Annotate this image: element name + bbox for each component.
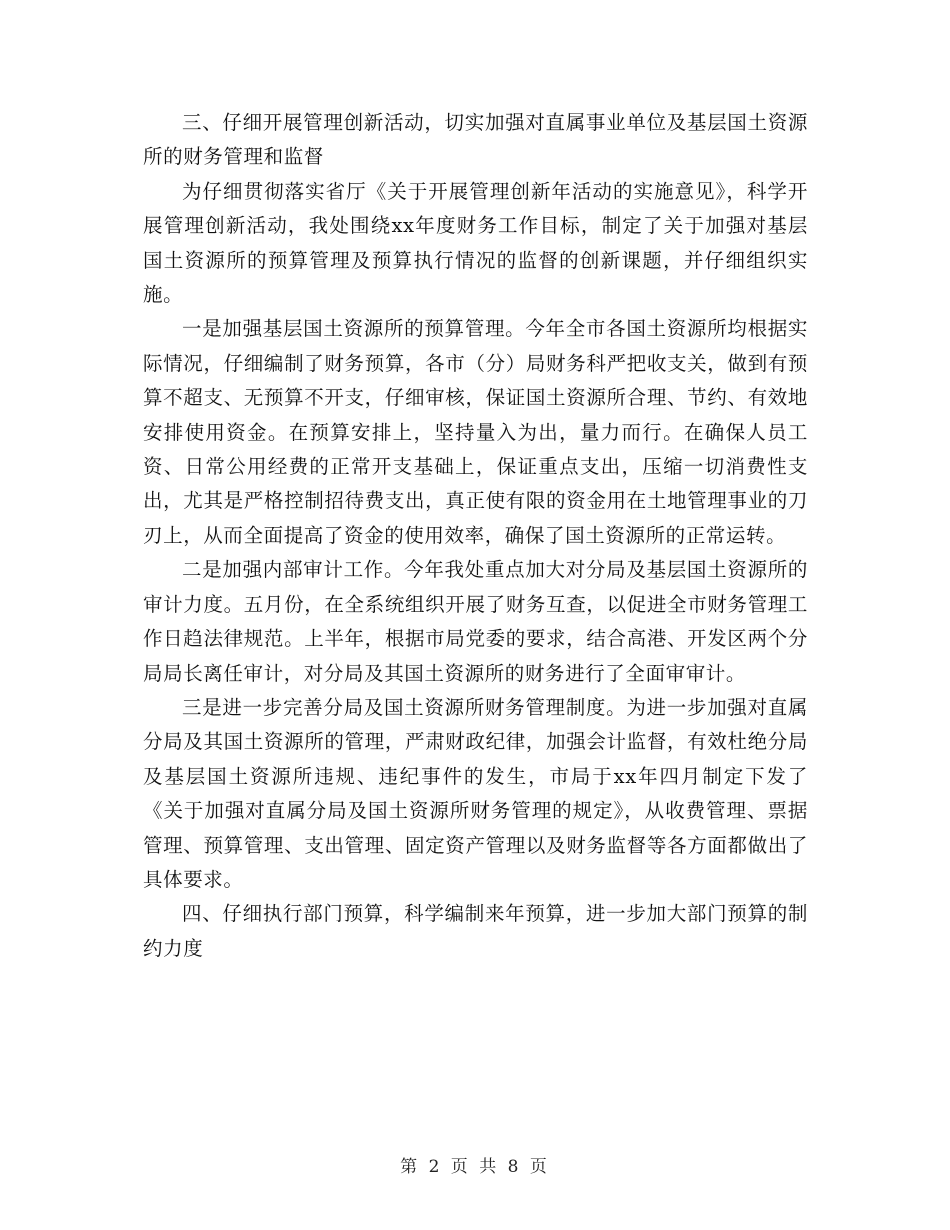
section-heading-3: 三、仔细开展管理创新活动，切实加强对直属事业单位及基层国土资源所的财务管理和监督 [143, 111, 808, 169]
page-number-footer: 第 2 页 共 8 页 [400, 1157, 550, 1177]
paragraph-budget-management: 一是加强基层国土资源所的预算管理。今年全市各国土资源所均根据实际情况，仔细编制了财务预算，各市（分）局财务科严把收支关，做到有预算不超支、无预算不开支，仔细审核，保证国土资源所合理、节约、有效地安排使用资金。在预算安排上，坚持量入为出，量力而行。在确保人员工资、日常公用经费的正常开支基础上，保证重点支出，压缩一切消费性支出，尤其是严格控制招待费支出，真正使有限的资金用在土地管理事业的刀刃上，从而全面提高了资金的使用效率，确保了国土资源所的正常运转。 [143, 317, 808, 547]
section-heading-4: 四、仔细执行部门预算，科学编制来年预算，进一步加大部门预算的制约力度 [143, 902, 808, 960]
paragraph-internal-audit: 二是加强内部审计工作。今年我处重点加大对分局及基层国土资源所的审计力度。五月份，在全系统组织开展了财务互查，以促进全市财务管理工作日趋法律规范。上半年，根据市局党委的要求，结合高港、开发区两个分局局长离任审计，对分局及其国土资源所的财务进行了全面审审计。 [143, 558, 808, 685]
document-body [143, 106, 808, 966]
paragraph-intro: 为仔细贯彻落实省厅《关于开展管理创新年活动的实施意见》，科学开展管理创新活动，我处围绕xx年度财务工作目标，制定了关于加强对基层国土资源所的预算管理及预算执行情况的监督的创新课题，并仔细组织实施。 [143, 179, 808, 307]
paragraph-management-system: 三是进一步完善分局及国土资源所财务管理制度。为进一步加强对直属分局及其国土资源所的管理，严肃财政纪律，加强会计监督，有效杜绝分局及基层国土资源所违规、违纪事件的发生，市局于xx年四月制定下发了《关于加强对直属分局及国土资源所财务管理的规定》，从收费管理、票据管理、预算管理、支出管理、固定资产管理以及财务监督等各方面都做出了具体要求。 [143, 695, 808, 891]
